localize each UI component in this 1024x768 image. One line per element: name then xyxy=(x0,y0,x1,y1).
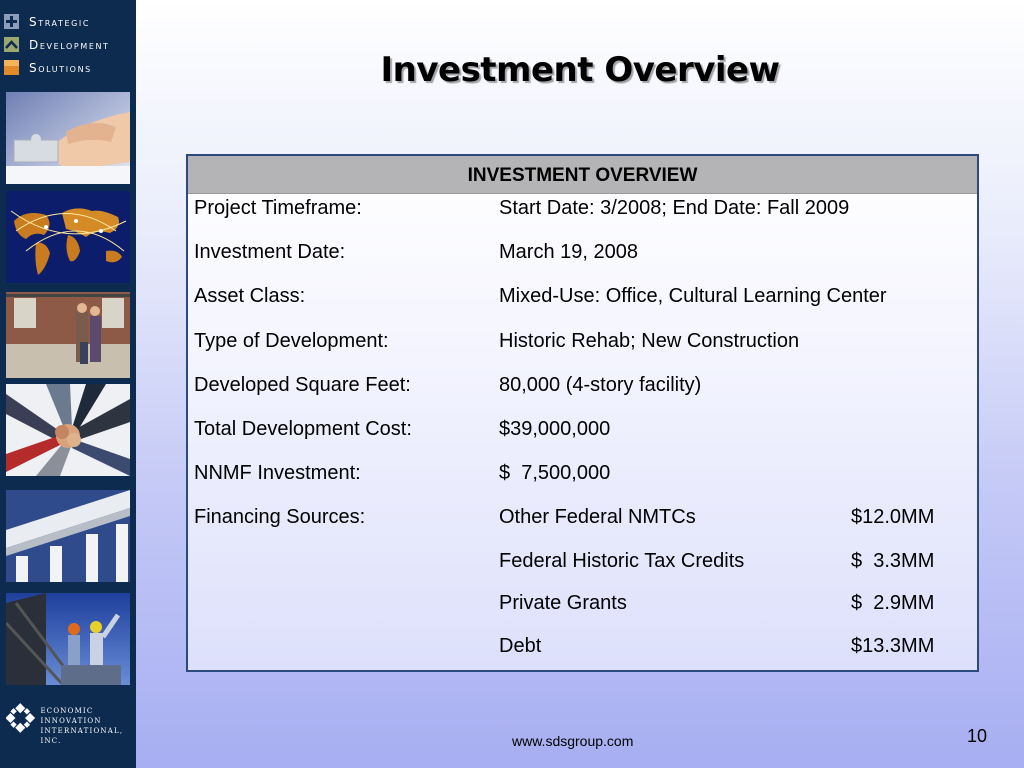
row-value: Debt xyxy=(499,635,542,657)
brand-line-1: Strategic xyxy=(29,14,91,29)
table-row xyxy=(188,197,977,227)
hands-together-photo xyxy=(6,384,130,476)
table-row xyxy=(188,330,977,360)
diamond-cluster-icon xyxy=(6,702,35,734)
construction-workers-photo xyxy=(6,593,130,685)
footer-url: www.sdsgroup.com xyxy=(512,733,634,749)
chevron-up-icon xyxy=(4,37,19,52)
row-label: Total Development Cost: xyxy=(194,418,412,440)
row-value: Mixed-Use: Office, Cultural Learning Center xyxy=(499,285,887,307)
investment-overview-table xyxy=(186,154,979,672)
construction-site-photo xyxy=(6,292,130,384)
row-value: $ 7,500,000 xyxy=(499,462,611,484)
classical-building-photo xyxy=(6,490,130,582)
partner-line-2: INNOVATION xyxy=(40,717,102,725)
table-row xyxy=(188,374,977,404)
row-amount: $13.3MM xyxy=(851,635,935,657)
plus-icon xyxy=(4,14,19,29)
table-row xyxy=(188,241,977,271)
row-label: Investment Date: xyxy=(194,241,346,263)
row-label: Type of Development: xyxy=(194,330,389,352)
table-row xyxy=(188,285,977,315)
puzzle-hand-photo xyxy=(6,92,130,184)
partner-line-1: ECONOMIC xyxy=(40,707,94,715)
company-logo xyxy=(4,10,110,79)
row-value: Federal Historic Tax Credits xyxy=(499,550,745,572)
partner-logo xyxy=(6,702,136,746)
table-row xyxy=(188,506,977,536)
row-value: March 19, 2008 xyxy=(499,241,638,263)
table-row xyxy=(188,418,977,448)
table-row xyxy=(188,462,977,492)
row-label: Developed Square Feet: xyxy=(194,374,411,396)
sidebar xyxy=(0,0,136,768)
row-label: Project Timeframe: xyxy=(194,197,362,219)
row-amount: $12.0MM xyxy=(851,506,935,528)
row-amount: $ 3.3MM xyxy=(851,550,935,572)
brand-line-2: Development xyxy=(29,37,110,52)
row-label: NNMF Investment: xyxy=(194,462,361,484)
row-value: 80,000 (4-story facility) xyxy=(499,374,702,396)
row-label: Financing Sources: xyxy=(194,506,366,528)
table-row xyxy=(188,592,977,622)
partner-line-3: INTERNATIONAL, INC. xyxy=(40,727,124,745)
world-network-photo xyxy=(6,191,130,283)
row-value: Private Grants xyxy=(499,592,627,614)
table-row xyxy=(188,550,977,580)
slide-title: Investment Overview xyxy=(380,50,780,90)
table-header: INVESTMENT OVERVIEW xyxy=(188,156,977,194)
row-label: Asset Class: xyxy=(194,285,306,307)
row-value: $39,000,000 xyxy=(499,418,611,440)
row-value: Start Date: 3/2008; End Date: Fall 2009 xyxy=(499,197,850,219)
row-value: Other Federal NMTCs xyxy=(499,506,696,528)
page-number: 10 xyxy=(967,726,988,746)
brand-line-3: Solutions xyxy=(29,60,92,75)
bar-icon xyxy=(4,60,19,75)
row-value: Historic Rehab; New Construction xyxy=(499,330,800,352)
table-row xyxy=(188,635,977,665)
row-amount: $ 2.9MM xyxy=(851,592,935,614)
